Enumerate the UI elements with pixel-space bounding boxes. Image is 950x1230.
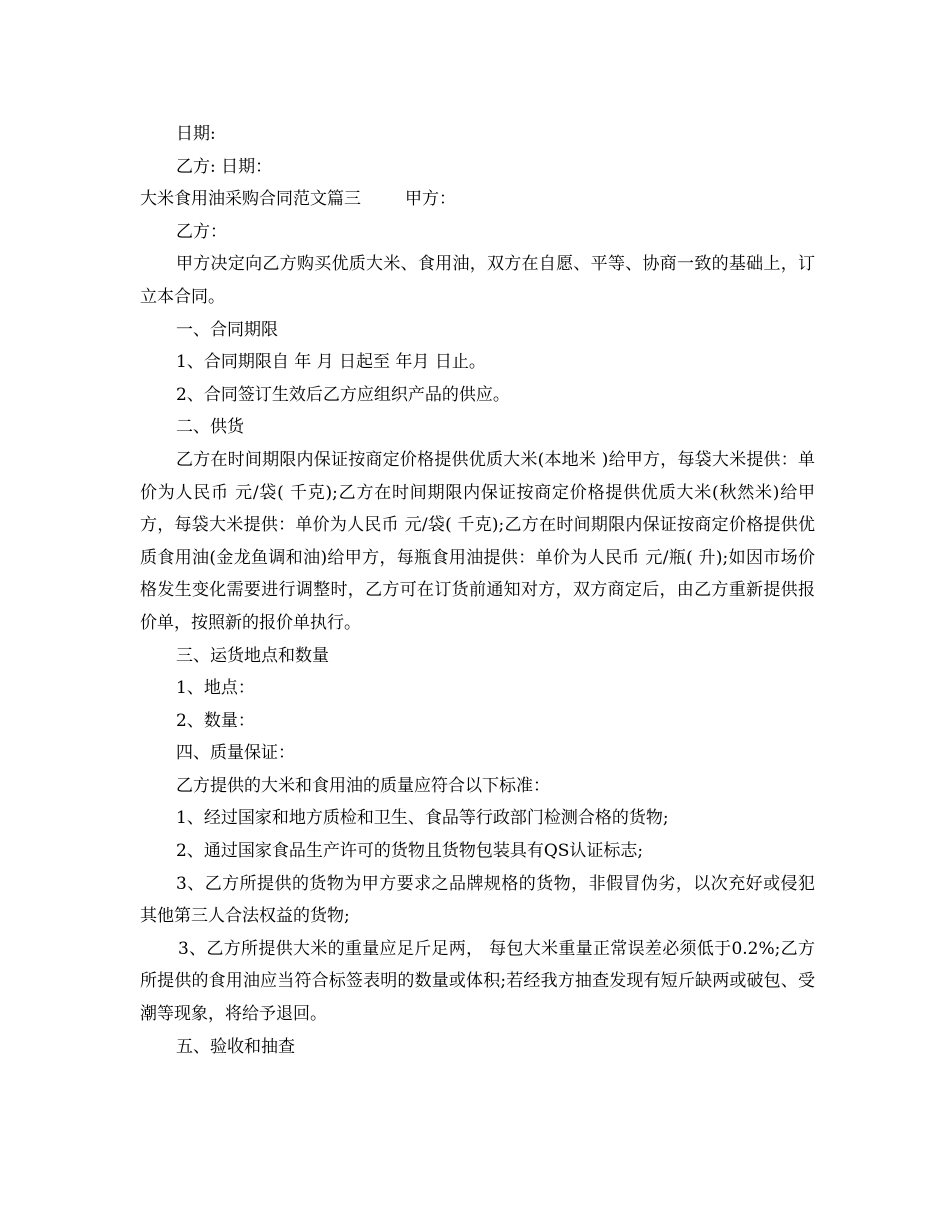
section-3-item-2: 2、数量： — [176, 710, 255, 731]
title-line — [140, 183, 815, 216]
section-4-item-3: 3、乙方所提供的货物为甲方要求之品牌规格的货物，非假冒伪劣，以次充好或侵犯其他第三人合法权益的货物; — [140, 873, 815, 927]
date-line: 日期: — [176, 124, 216, 144]
intro-paragraph: 甲方决定向乙方购买优质大米、食用油，双方在自愿、平等、协商一致的基础上，订立本合同。 — [140, 254, 815, 307]
section-4-item-4: 3、乙方所提供大米的重量应足斤足两， 每包大米重量正常误差必须低于0.2%;乙方所提供的食用油应当符合标签表明的数量或体积;若经我方抽查发现有短斤缺两或破包、受潮等现象，将给予退回。 — [140, 938, 815, 1025]
section-5-heading: 五、验收和抽查 — [176, 1036, 295, 1057]
section-4-item-1: 1、经过国家和地方质检和卫生、食品等行政部门检测合格的货物; — [176, 808, 669, 829]
section-1-item-2: 2、合同签订生效后乙方应组织产品的供应。 — [176, 384, 510, 405]
contract-title: 大米食用油采购合同范文篇三 — [140, 189, 361, 210]
section-4-heading: 四、质量保证： — [176, 743, 295, 764]
section-2-heading: 二、供货 — [176, 417, 244, 438]
section-3-item-1: 1、地点： — [176, 678, 255, 699]
document-body — [140, 118, 815, 1063]
party-b-date-line: 乙方: 日期： — [176, 156, 273, 177]
section-1-item-1: 1、合同期限自 年 月 日起至 年月 日止。 — [176, 352, 486, 373]
party-a-label: 甲方： — [405, 189, 456, 210]
section-3-heading: 三、运货地点和数量 — [176, 645, 329, 666]
section-4-intro: 乙方提供的大米和食用油的质量应符合以下标准： — [176, 775, 550, 796]
section-1-heading: 一、合同期限 — [176, 319, 278, 340]
section-2-paragraph: 乙方在时间期限内保证按商定价格提供优质大米(本地米 )给甲方，每袋大米提供：单价为人民币 元/袋( 千克);乙方在时间期限内保证按商定价格提供优质大米(秋然米)给甲方，每袋大米提供：单价为人民币 元/袋( 千克);乙方在时间期限内保证按商定价格提供优质食用油(金龙鱼调和油)给甲方，每瓶食用油提供：单价为人民币 元/瓶( 升);如因市场价格发生变化需要进行调整时，乙方可在订货前通知对方，双方商定后，由乙方重新提供报价单，按照新的报价单执行。 — [140, 449, 815, 633]
party-b-line: 乙方： — [176, 221, 227, 242]
section-4-item-2: 2、通过国家食品生产许可的货物且货物包装具有QS认证标志; — [176, 841, 644, 862]
